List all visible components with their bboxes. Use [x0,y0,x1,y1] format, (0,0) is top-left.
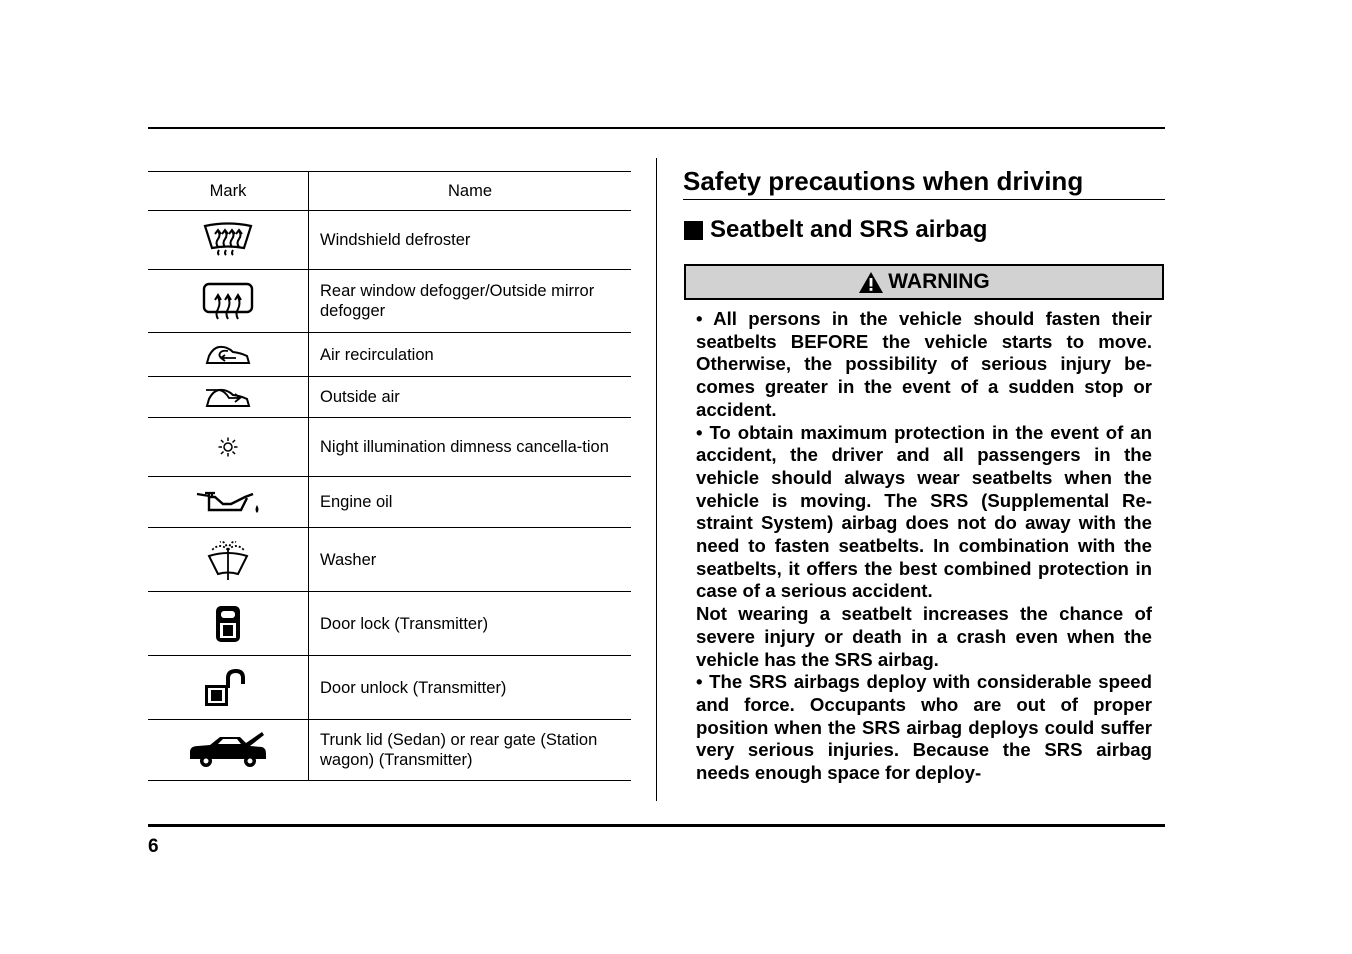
trunk-lid-icon [148,720,309,781]
section-title: Safety precautions when driving [683,166,1084,196]
table-header-row [148,172,631,211]
subsection-title-text: Seatbelt and SRS airbag [710,216,988,243]
mark-header: Mark [148,172,309,211]
page-number: 6 [148,836,159,857]
section-rule [683,199,1165,200]
outside-air-icon [148,377,309,418]
door-lock-icon [148,592,309,656]
warning-triangle-icon [858,271,884,294]
air-recirculation-icon [148,333,309,377]
warning-paragraph: • All persons in the vehicle should fasten their seatbelts BEFORE the vehicle starts to move. Otherwise, the possibility of serious injury be-comes greater in the event of a sudden stop or accident. [696,308,1152,420]
column-divider [656,158,657,801]
warning-text [696,308,1152,785]
table-row [148,528,631,592]
table-row [148,333,631,377]
row-name: Air recirculation [320,345,434,364]
warning-paragraph: • To obtain maximum protection in the event of an accident, the driver and all passengers in the vehicle should always wear seatbelts when the vehicle is moving. The SRS (Supplemental Re-straint System) airbag does not do away with the need to fasten seatbelts. In combination with the seatbelts, it offers the best combined protection in case of a serious accident. [696,421,1152,602]
top-rule [148,127,1165,129]
table-row [148,211,631,270]
sun-icon [148,418,309,477]
warning-label: WARNING [888,270,990,293]
table-row [148,477,631,528]
table-row [148,592,631,656]
row-name: Rear window defogger/Outside mirror defogger [320,282,595,320]
warning-paragraph: • The SRS airbags deploy with considerable speed and force. Occupants who are out of proper position when the SRS airbag deploys could suffer very serious injuries. Because the SRS airbag needs enough space for deploy- [696,671,1152,784]
windshield-defroster-icon [148,211,309,270]
subsection-title [684,216,987,244]
table-row [148,720,631,781]
square-bullet-icon [684,221,703,240]
table-row [148,418,631,477]
bottom-rule [148,824,1165,827]
engine-oil-icon [148,477,309,528]
name-header: Name [447,181,492,200]
washer-icon [148,528,309,592]
table-row [148,377,631,418]
row-name: Door unlock (Transmitter) [320,678,507,697]
warning-paragraph: Not wearing a seatbelt increases the chance of severe injury or death in a crash even when the vehicle has the SRS airbag. [696,603,1152,670]
row-name: Engine oil [320,493,393,511]
door-unlock-icon [148,656,309,720]
warning-banner [684,264,1164,300]
rear-window-defogger-icon [148,270,309,333]
row-name: Washer [320,550,377,569]
row-name: Night illumination dimness cancella-tion [320,438,609,456]
row-name: Door lock (Transmitter) [320,614,489,633]
row-name: Windshield defroster [320,231,471,249]
table-row [148,270,631,333]
row-name: Trunk lid (Sedan) or rear gate (Station wagon) (Transmitter) [320,731,598,769]
row-name: Outside air [320,388,400,406]
mark-table [148,171,631,781]
table-row [148,656,631,720]
